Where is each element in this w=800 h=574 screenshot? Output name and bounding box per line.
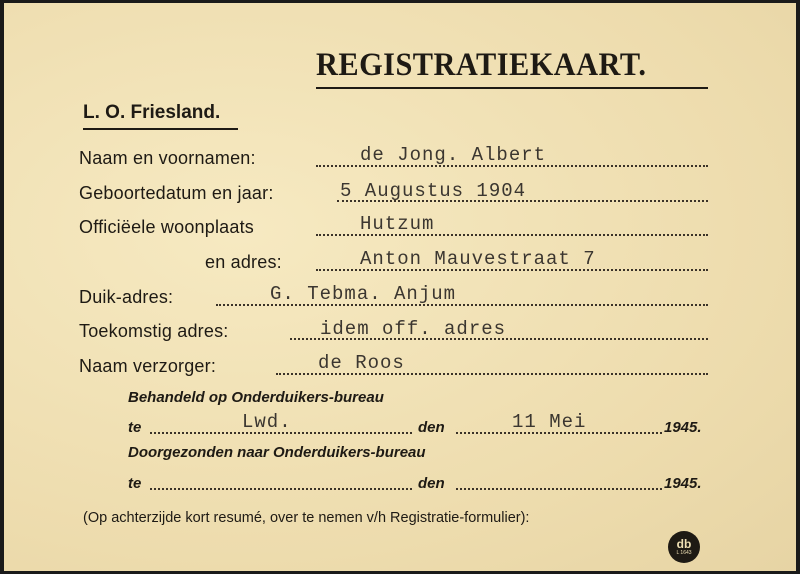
forwarded-date-line: [456, 488, 662, 490]
logo-code: L 1643: [676, 549, 692, 556]
forwarded-place-label: te: [128, 475, 142, 492]
future-address-label: Toekomstig adres:: [79, 321, 229, 341]
residence-value: Hutzum: [360, 213, 435, 235]
card-title: REGISTRATIEKAART.: [316, 47, 647, 83]
logo-mark: db: [676, 536, 692, 551]
registration-card: [4, 3, 796, 571]
future-address-value: idem off. adres: [320, 318, 507, 340]
printer-logo-icon: [668, 531, 700, 563]
forwarded-year: 1945.: [664, 475, 702, 492]
birthdate-label: Geboortedatum en jaar:: [79, 183, 274, 203]
hiding-address-value: G. Tebma. Anjum: [270, 283, 457, 305]
hiding-address-label: Duik-adres:: [79, 287, 174, 307]
processed-date-value: 11 Mei: [512, 411, 587, 433]
processed-year: 1945.: [664, 419, 702, 436]
organization-underline: [83, 128, 238, 130]
caretaker-label: Naam verzorger:: [79, 356, 217, 376]
residence-label: Officiëele woonplaats: [79, 217, 254, 237]
caretaker-value: de Roos: [318, 352, 405, 374]
footnote-instructions: (Op achterzijde kort resumé, over te nemen v/h Registratie-formulier):: [83, 510, 530, 526]
forwarded-place-line: [150, 488, 412, 490]
forwarded-date-label: den: [418, 475, 445, 492]
name-label: Naam en voornamen:: [79, 148, 256, 168]
address-value: Anton Mauvestraat 7: [360, 248, 596, 270]
forwarded-heading: Doorgezonden naar Onderduikers-bureau: [128, 444, 426, 461]
processed-heading: Behandeld op Onderduikers-bureau: [128, 389, 384, 406]
name-value: de Jong. Albert: [360, 144, 547, 166]
address-label: en adres:: [205, 252, 282, 272]
processed-date-label: den: [418, 419, 445, 436]
title-underline: [316, 87, 708, 89]
processed-place-value: Lwd.: [242, 411, 292, 433]
organization-name: L. O. Friesland.: [83, 102, 221, 123]
birthdate-value: 5 Augustus 1904: [340, 180, 527, 202]
processed-place-label: te: [128, 419, 142, 436]
